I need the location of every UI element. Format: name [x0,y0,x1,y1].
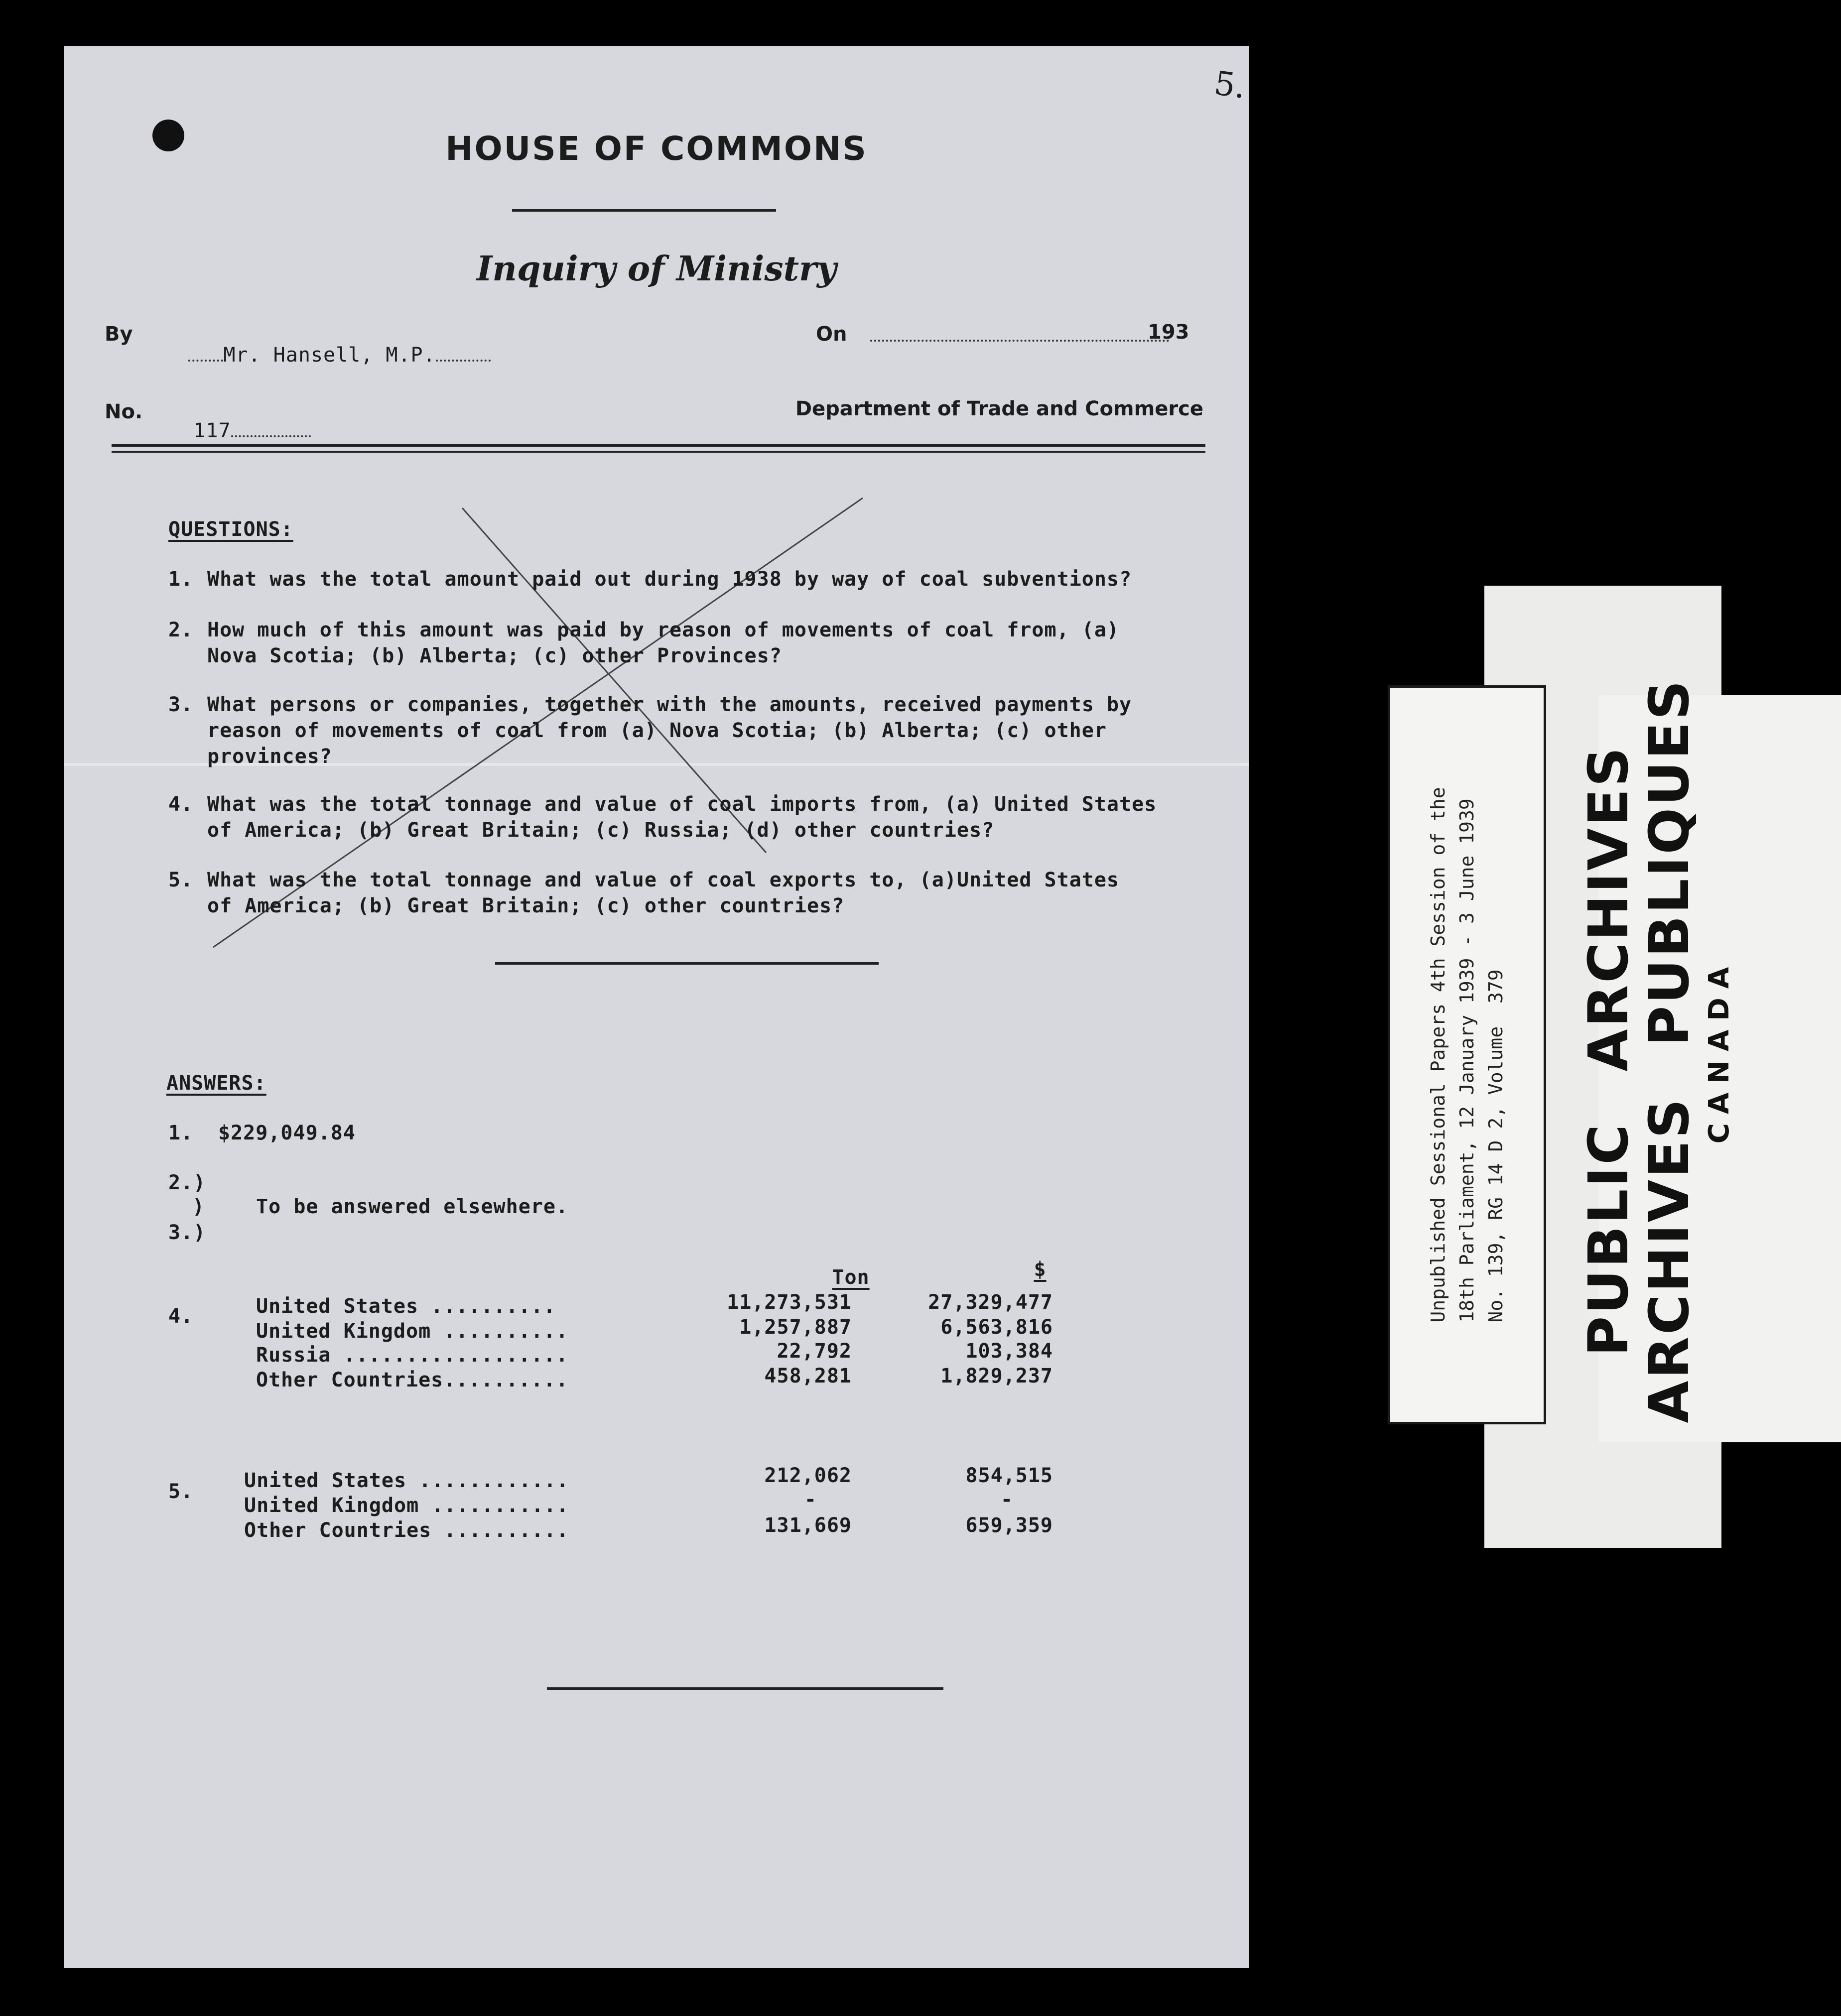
question-2-line-1: How much of this amount was paid by reason of movements of coal from, (a) [207,619,1119,641]
imports-row-2-country: United Kingdom .......... [256,1320,569,1343]
imports-row-1-value: 27,329,477 [928,1291,1053,1314]
exports-row-2-ton: - [804,1488,817,1511]
imports-row-3-value: 103,384 [965,1340,1053,1363]
imports-row-4-ton: 458,281 [764,1365,852,1387]
questions-heading: QUESTIONS: [168,518,293,541]
no-label: No. [105,400,143,423]
question-4-line-2: of America; (b) Great Britain; (c) Russia; (d) other countries? [207,819,995,842]
imports-row-3-country: Russia .................. [256,1344,569,1367]
answers-heading: ANSWERS: [166,1072,266,1095]
imports-row-1-ton: 11,273,531 [727,1291,852,1314]
on-label: On [816,323,847,346]
archive-stamp-line-1: PUBLIC ARCHIVES [1577,745,1640,1357]
question-2-number: 2. [168,619,194,641]
archive-reference-line-3: No. 139, RG 14 D 2, Volume 379 [1485,969,1507,1323]
by-label: By [105,323,133,346]
imports-row-4-value: 1,829,237 [940,1365,1053,1387]
question-3-number: 3. [168,693,194,716]
archive-stamp [1578,678,1739,1423]
exports-number: 5. [168,1480,194,1503]
answer-2-3-text: To be answered elsewhere. [256,1195,569,1218]
document-page [64,46,1249,1968]
question-3-line-3: provinces? [207,745,332,768]
question-5-number: 5. [168,869,194,891]
question-4-line-1: What was the total tonnage and value of coal imports from, (a) United States [207,793,1157,816]
answer-1-number: 1. [168,1122,194,1144]
archive-reference-line-2: 18th Parliament, 12 January 1939 - 3 June 1939 [1456,798,1478,1323]
imports-row-3-ton: 22,792 [777,1340,852,1363]
on-year: 193 [1148,321,1189,344]
question-3-line-1: What persons or companies, together with the amounts, received payments by [207,693,1132,716]
imports-row-1-country: United States .......... [256,1295,556,1318]
imports-row-4-country: Other Countries.......... [256,1369,569,1391]
exports-row-3-ton: 131,669 [764,1514,852,1537]
exports-row-1-ton: 212,062 [764,1464,852,1487]
question-4-number: 4. [168,793,194,816]
question-5-line-2: of America; (b) Great Britain; (c) other countries? [207,894,845,917]
question-3-line-2: reason of movements of coal from (a) Nova Scotia; (b) Alberta; (c) other [207,719,1107,742]
imports-number: 4. [168,1305,194,1328]
exports-row-3-value: 659,359 [965,1514,1053,1537]
question-1-number: 1. [168,568,194,591]
imports-row-2-ton: 1,257,887 [739,1316,852,1339]
answer-3-number: 3.) [168,1221,206,1244]
department: Department of Trade and Commerce [795,397,1203,420]
archive-reference-text [1424,787,1510,1322]
question-5-line-1: What was the total tonnage and value of coal exports to, (a)United States [207,869,1119,891]
question-2-line-2: Nova Scotia; (b) Alberta; (c) other Provinces? [207,644,782,667]
section-divider [495,962,879,965]
exports-row-1-value: 854,515 [965,1464,1053,1487]
page-mark: 5. [1211,63,1249,107]
no-value-text: 117 [193,419,231,442]
column-dollar-header: $ [1034,1258,1047,1281]
cross-out-mark [64,46,1249,1042]
imports-row-2-value: 6,563,816 [940,1316,1053,1339]
answer-1-value: $229,049.84 [218,1122,356,1144]
closing-rule [547,1687,943,1690]
column-ton-header: Ton [832,1266,870,1289]
page-title: HOUSE OF COMMONS [445,129,868,168]
exports-row-1-country: United States ............ [244,1469,569,1492]
archive-reference-strip [1388,685,1546,1424]
answer-2-number: 2.) [168,1171,206,1194]
by-value-text: Mr. Hansell, M.P. [223,344,436,367]
exports-row-3-country: Other Countries .......... [244,1519,569,1542]
question-1-line-1: What was the total amount paid out during 1938 by way of coal subventions? [207,568,1132,591]
exports-row-2-country: United Kingdom ........... [244,1494,569,1517]
archive-stamp-line-2: ARCHIVES PUBLIQUES [1637,678,1701,1423]
exports-row-2-value: - [1000,1488,1013,1511]
answer-2-3-bracket: ) [192,1195,205,1218]
archive-reference-line-1: Unpublished Sessional Papers 4th Session of the [1427,787,1449,1323]
archive-stamp-line-3: CANADA [1703,958,1735,1144]
page-subtitle: Inquiry of Ministry [476,249,837,289]
